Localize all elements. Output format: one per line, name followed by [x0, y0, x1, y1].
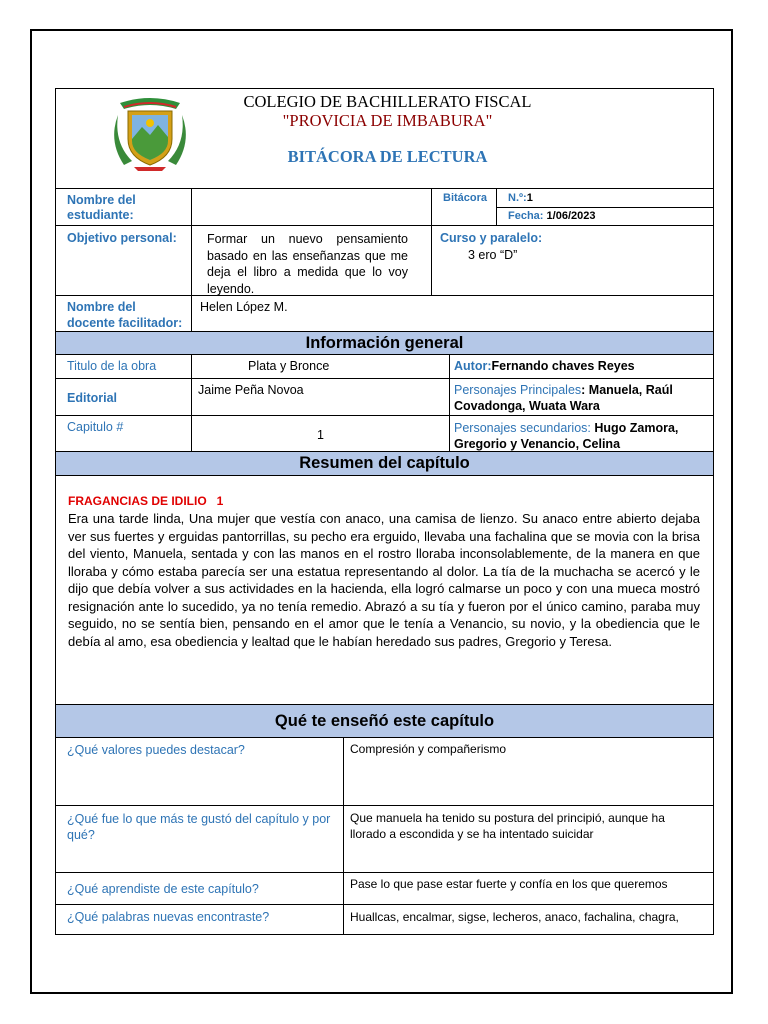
chapter-value: 1 [317, 428, 324, 442]
author-cell [449, 354, 714, 379]
lesson-answer-cell [343, 737, 714, 806]
bitacora-number-value: 1 [526, 192, 533, 204]
work-title-label-cell [55, 354, 192, 379]
secondary-characters-cell [449, 415, 714, 452]
student-name-value[interactable] [191, 188, 432, 226]
lesson-answer: Huallcas, encalmar, sigse, lecheros, anaco, fachalina, chagra, [350, 910, 679, 924]
course-value: 3 ero “D” [468, 248, 518, 262]
student-name-label: Nombre del estudiante: [67, 193, 136, 222]
summary-chapter-title: FRAGANCIAS DE IDILIO 1 [68, 494, 224, 508]
publisher-label: Editorial [67, 391, 118, 405]
lesson-answer: Pase lo que pase estar fuerte y confía en los que queremos [350, 877, 668, 891]
lesson-question-cell [55, 737, 344, 806]
objective-label-cell [55, 225, 192, 296]
summary-box [55, 475, 714, 705]
school-name-line2: "PROVICIA DE IMBABURA" [282, 111, 493, 130]
summary-heading: Resumen del capítulo [55, 451, 714, 476]
lesson-question-cell [55, 904, 344, 935]
secondary-characters-value: Hugo Zamora, Gregorio y Venancio, Celina [454, 421, 679, 451]
summary-text: Era una tarde linda, Una mujer que vestía con anaco, una camisa de lienzo. Su anaco entre abierto dejaba ver sus fuertes y erguidas pantorrillas, su pecho era erguido, llevaba una fachalina que se movia con la brisa del viento, Manuela, sentada y con las manos en el rostro lloraba inconsolablemente, de la manera en que lloraba y cómo estaba parecía ser una estatua representando al dolor. La tía de la muchacha se acercó y le dijo que debía volver a sus actividades en la hacienda, ella logró calmarse un poco y con una mueca mostró resignación ante lo sucedido, ya no tenía remedio. Abrazó a su tía y fueron por el único camino, paraba muy seguido, no se sentía bien, pensando en el amor que le tenía a Venancio, su novio, y la obediencia que le debía al amo, esa obediencia y lealtad que le habían heredado sus padres, Gregorio y Teresa. [68, 511, 700, 649]
author-label: Autor: [454, 359, 492, 373]
objective-value: Formar un nuevo pensamiento basado en las enseñanzas que me deja el libro a medida que lo voy leyendo. [207, 232, 408, 296]
secondary-characters-label: Personajes secundarios: [454, 421, 591, 435]
teacher-value-cell [191, 295, 714, 332]
lesson-question: ¿Qué valores puedes destacar? [67, 743, 245, 757]
lesson-answer-cell [343, 872, 714, 905]
lesson-question: ¿Qué palabras nuevas encontraste? [67, 910, 270, 924]
lesson-answer: Que manuela ha tenido su postura del principió, aunque ha llorado a escondida y se ha intentado suicidar [350, 811, 665, 841]
work-title-label: Titulo de la obra [67, 359, 157, 373]
bitacora-label-cell [431, 188, 497, 226]
work-title-value-cell [191, 354, 450, 379]
publisher-value-cell [191, 378, 450, 416]
main-characters-value: Manuela, Raúl Covadonga, Wuata Wara [454, 383, 673, 413]
lesson-answer-cell [343, 904, 714, 935]
course-cell [431, 225, 714, 296]
school-name-line1: COLEGIO DE BACHILLERATO FISCAL [243, 92, 532, 111]
publisher-label-cell [55, 378, 192, 416]
lesson-question: ¿Qué aprendiste de este capítulo? [67, 882, 259, 896]
author-value: Fernando chaves Reyes [491, 359, 635, 373]
publisher-value: Jaime Peña Novoa [198, 383, 304, 397]
work-title-value: Plata y Bronce [248, 359, 330, 373]
teacher-label-cell [55, 295, 192, 332]
bitacora-label: Bitácora [443, 192, 488, 204]
chapter-label-cell [55, 415, 192, 452]
lesson-answer: Compresión y compañerismo [350, 742, 507, 756]
lesson-question-cell [55, 805, 344, 873]
lesson-answer-cell [343, 805, 714, 873]
date-cell [496, 207, 714, 226]
chapter-label: Capitulo # [67, 420, 124, 434]
bitacora-number-cell [496, 188, 714, 208]
form-title: BITÁCORA DE LECTURA [287, 147, 488, 166]
objective-label: Objetivo personal: [67, 231, 177, 245]
teacher-value: Helen López M. [200, 300, 288, 314]
school-crest-icon [114, 95, 186, 173]
teacher-label: Nombre del docente facilitador: [67, 300, 183, 330]
main-characters-label: Personajes Principales [454, 383, 582, 397]
lesson-question: ¿Qué fue lo que más te gustó del capítulo y por qué? [67, 812, 331, 842]
main-characters-cell: Personajes Principales: Manuela, Raúl Covadonga, Wuata Wara [449, 378, 714, 416]
general-info-heading: Información general [55, 331, 714, 355]
course-label: Curso y paralelo: [440, 231, 543, 245]
student-name-label-cell [55, 188, 192, 226]
lesson-question-cell [55, 872, 344, 905]
date-value: 1/06/2023 [546, 210, 596, 222]
date-label: Fecha: [508, 210, 544, 222]
bitacora-number-label: N.º: [508, 192, 527, 204]
objective-value-cell [191, 225, 432, 296]
lessons-heading: Qué te enseñó este capítulo [55, 704, 714, 738]
chapter-value-cell [191, 415, 450, 452]
